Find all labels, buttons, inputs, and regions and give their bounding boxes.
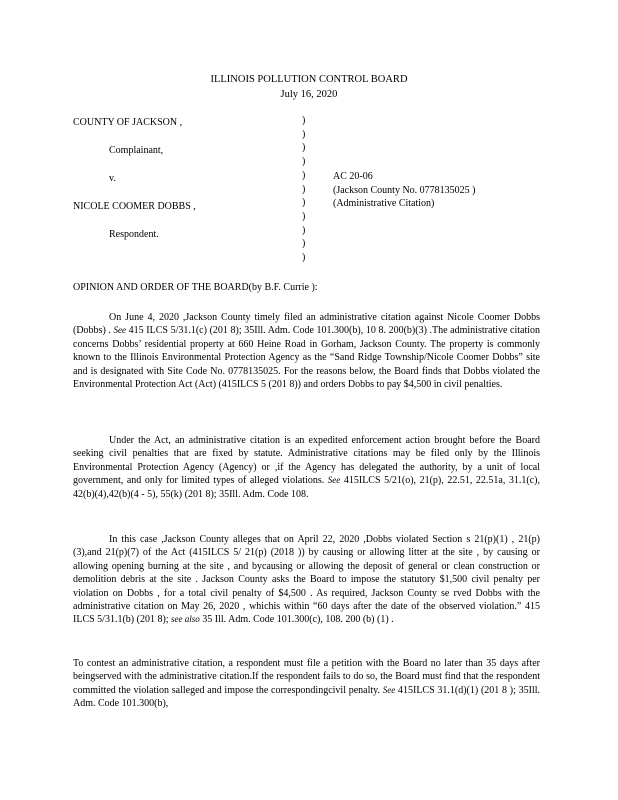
case-type: (Administrative Citation) xyxy=(333,198,435,209)
county-number: (Jackson County No. 0778135025 ) xyxy=(333,184,476,196)
paragraph-text: On June 4, 2020 ,Jackson County timely filed an administrative citation against Nicole Coomer Dobbs (Dobbs) . xyxy=(73,312,540,337)
plaintiff-role: Complainant, xyxy=(109,145,164,156)
caption-paren: ) xyxy=(302,156,306,168)
paragraph-text: In this case ,Jackson County alleges that on April 22, 2020 ,Dobbs violated Section s 21(p)(1) , 21(p)(3),and 21(p)(7) of the Act (415ILCS 5/ 21(p) (2018 )) by causing or allowing litter at the site , by causing or allowing opening burning at the site , and bycausing or allowing the deposit of general or clean construction or demolition debris at the site . Jackson County asks the Board to impose the statutory $1,500 civil penalty per violation on Dobbs , for a total civil penalty of $4,500 . As required, Jackson County se rved Dobbs with the administrative citation on May 26, 2020 , whichis within “60 days after the date of the observed violation.” 415 ILCS 5/31.1(b) (201 8); xyxy=(73,534,540,626)
citation-signal: see also xyxy=(171,614,200,625)
caption-paren: ) xyxy=(302,238,306,250)
caption-paren: ) xyxy=(302,128,306,140)
citation-signal: See xyxy=(113,325,127,336)
paragraph-2 xyxy=(73,434,540,501)
caption-paren: ) xyxy=(302,224,306,236)
case-number: AC 20-06 xyxy=(333,171,373,182)
paragraph-1 xyxy=(73,311,540,391)
caption-paren: ) xyxy=(302,142,306,154)
paragraph-text: Under the Act, an administrative citation is an expedited enforcement action brought before the Board seeking civil penalties that are fixed by statute. Administrative citations may be filed only by the Illinois Environmental Protection Agency (Agency) or ,if the Agency has delegated the authority, by a unit of local government, and only for limited types of alleged violations. xyxy=(73,435,540,487)
caption-paren: ) xyxy=(302,169,306,181)
plaintiff-name: COUNTY OF JACKSON , xyxy=(73,117,183,128)
caption-paren: ) xyxy=(302,210,306,222)
paragraph-text: 415ILCS 31.1(d)(1) (201 8 ); 35Ill. Adm. Code 101.300(b), xyxy=(73,684,540,710)
caption-paren: ) xyxy=(302,115,306,126)
caption-paren: ) xyxy=(302,197,306,209)
caption-parentheses xyxy=(302,114,312,265)
caption-case-info xyxy=(333,170,553,211)
paragraph-text: 35 Ill. Adm. Code 101.300(c), 108. 200 (b) (1) . xyxy=(199,614,394,626)
caption-paren: ) xyxy=(302,252,306,264)
board-title: ILLINOIS POLLUTION CONTROL BOARD xyxy=(210,74,408,85)
paragraph-text: To contest an administrative citation, a respondent must file a petition with the Board no later than 35 days after beingserved with the administrative citation.If the respondent fails to do so, the Board must find that the respondent committed the violation salleged and impose the correspondingcivil penalty. xyxy=(73,658,540,696)
citation-signal: See xyxy=(327,475,341,486)
paragraph-4 xyxy=(73,657,540,711)
document-header xyxy=(0,72,618,102)
paragraph-text: 415ILCS 5/21(o), 21(p), 22.51, 22.51a, 31.1(c), 42(b)(4),42(b)(4 - 5), 55(k) (201 8); 35Ill. Adm. Code 108. xyxy=(73,475,540,500)
defendant-role: Respondent. xyxy=(109,229,159,240)
paragraph-text: 415 ILCS 5/31.1(c) (201 8); 35Ill. Adm. Code 101.300(b), 10 8. 200(b)(3) .The administrative citation concerns Dobbs’ residential property at 660 Heine Road in Gorham, Jackson County. The property is commonly known to the Illinois Environmental Protection Agency as the “Sand Ridge Township/Nicole Coomer Dobbs” site and is designated with Site Code No. 0778135025. For the reasons below, the Board finds that Dobbs violated the Environmental Protection Act (Act) (415ILCS 5 (201 8)) and orders Dobbs to pay $4,500 in civil penalties. xyxy=(73,325,541,391)
opinion-title: OPINION AND ORDER OF THE BOARD(by B.F. Currie ): xyxy=(73,282,318,293)
paragraph-3 xyxy=(73,533,540,627)
versus-label: v. xyxy=(109,173,116,184)
citation-signal: See xyxy=(382,684,396,695)
caption-paren: ) xyxy=(302,183,306,195)
document-date: July 16, 2020 xyxy=(280,89,338,101)
defendant-name: NICOLE COOMER DOBBS , xyxy=(73,201,196,212)
case-caption xyxy=(73,114,553,264)
